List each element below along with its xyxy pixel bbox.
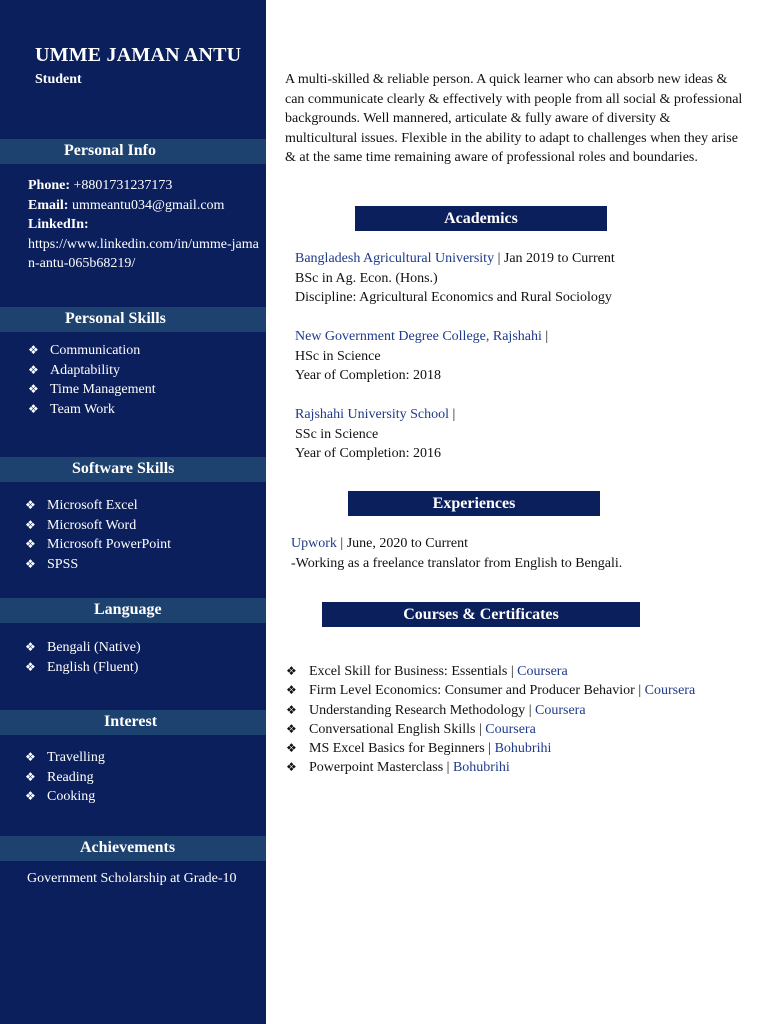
separator: | [336,536,347,551]
list-item: ❖ Microsoft PowerPoint [25,535,171,555]
organization-name[interactable]: Upwork [291,536,337,551]
linkedin-url[interactable]: https://www.linkedin.com/in/umme-jaman-antu-065b68219/ [28,236,259,271]
software-skills-heading [0,457,266,482]
course-name: Excel Skill for Business: Essentials [309,664,508,679]
course-item [286,701,695,720]
separator: | [541,329,549,344]
achievements-heading-text: Achievements [80,839,176,856]
profile-title: Student [35,72,82,87]
software-skills-list [25,496,171,574]
course-provider[interactable]: Coursera [535,702,586,718]
separator: | [634,683,645,699]
linkedin-label: LinkedIn: [28,217,89,232]
academic-entry [295,249,615,308]
personal-skills-list [28,341,156,419]
academic-header-line [295,405,615,425]
interest-list [25,748,105,807]
phone-value: +8801731237173 [73,178,173,193]
academic-header-line [295,327,615,347]
list-item: ❖ Communication [28,341,156,361]
list-item: ❖ Travelling [25,748,105,768]
detail: Discipline: Agricultural Economics and Rural Sociology [295,290,612,305]
course-item [286,662,695,681]
achievements-heading [0,836,266,861]
institution-name[interactable]: Rajshahi University School [295,407,449,422]
email-label: Email: [28,197,69,213]
separator: | [475,721,486,737]
personal-info [28,176,264,274]
separator: | [494,251,504,266]
separator: | [443,760,453,776]
list-item: ❖ Team Work [28,400,156,420]
course-item [286,739,695,758]
email-value[interactable]: ummeantu034@gmail.com [71,197,225,213]
summary-text: A multi-skilled & reliable person. A quick learner who can absorb new ideas & can communicate clearly & effectively with people from all social & professional backgrounds. Well mannered, articulate & fully aware of diversity & multicultural issues. Flexible in the ability to adapt to challenges when they arise & at the same time remaining aware of professional roles and boundaries. [285,72,743,165]
achievement-text: Government Scholarship at Grade-10 [27,871,237,886]
separator: | [484,741,495,757]
detail: Year of Completion: 2018 [295,368,441,383]
separator: | [449,407,456,422]
personal-skills-heading [0,307,266,332]
separator: | [507,664,518,679]
language-list [25,638,141,677]
list-item: ❖ English (Fluent) [25,658,141,678]
course-name: MS Excel Basics for Beginners [309,741,485,757]
personal-info-heading [0,139,266,164]
course-name: Conversational English Skills [309,721,476,737]
degree: HSc in Science [295,348,381,364]
separator: | [525,702,535,718]
language-heading-text: Language [94,601,162,618]
courses-list [286,662,695,778]
degree: BSc in Ag. Econ. (Hons.) [295,270,438,286]
detail: Year of Completion: 2016 [295,446,441,461]
institution-name[interactable]: New Government Degree College, Rajshahi [295,329,542,344]
academic-header-line [295,249,615,269]
course-item [286,758,695,777]
list-item: ❖ Microsoft Word [25,516,171,536]
list-item: ❖ Time Management [28,380,156,400]
personal-skills-heading-text: Personal Skills [65,310,166,327]
software-skills-heading-text: Software Skills [72,460,175,477]
profile-name: UMME JAMAN ANTU [35,44,242,66]
course-provider[interactable]: Bohubrihi [452,760,510,776]
academic-entry [295,327,615,386]
course-name: Firm Level Economics: Consumer and Producer Behavior [309,683,635,699]
course-item [286,681,695,700]
institution-name[interactable]: Bangladesh Agricultural University [295,251,495,266]
list-item: ❖ Reading [25,768,105,788]
course-provider[interactable]: Coursera [644,683,696,699]
courses-heading: Courses & Certificates [322,602,640,627]
personal-info-heading-text: Personal Info [64,142,156,159]
experience-description: -Working as a freelance translator from English to Bengali. [291,555,623,571]
course-name: Understanding Research Methodology [309,702,526,718]
academic-entry [295,405,615,464]
course-provider[interactable]: Coursera [517,664,568,679]
degree: SSc in Science [295,426,379,442]
language-heading [0,598,266,623]
interest-heading [0,710,266,735]
course-item [286,720,695,739]
experience-entry [291,534,622,573]
academics-list [295,249,615,483]
experiences-heading: Experiences [348,491,600,516]
course-name: Powerpoint Masterclass [309,760,444,776]
period: June, 2020 to Current [346,536,469,551]
interest-heading-text: Interest [104,713,158,730]
experience-header-line [291,534,622,554]
period: Jan 2019 to Current [503,251,615,266]
list-item: ❖ Adaptability [28,361,156,381]
main-content [266,0,768,1024]
list-item: ❖ Microsoft Excel [25,496,171,516]
academics-heading: Academics [355,206,607,231]
course-provider[interactable]: Bohubrihi [494,741,552,757]
phone-label: Phone: [28,178,70,193]
experiences-list [291,534,622,573]
list-item: ❖ SPSS [25,555,171,575]
sidebar [0,0,266,1024]
course-provider[interactable]: Coursera [485,721,536,737]
list-item: ❖ Cooking [25,787,105,807]
list-item: ❖ Bengali (Native) [25,638,141,658]
